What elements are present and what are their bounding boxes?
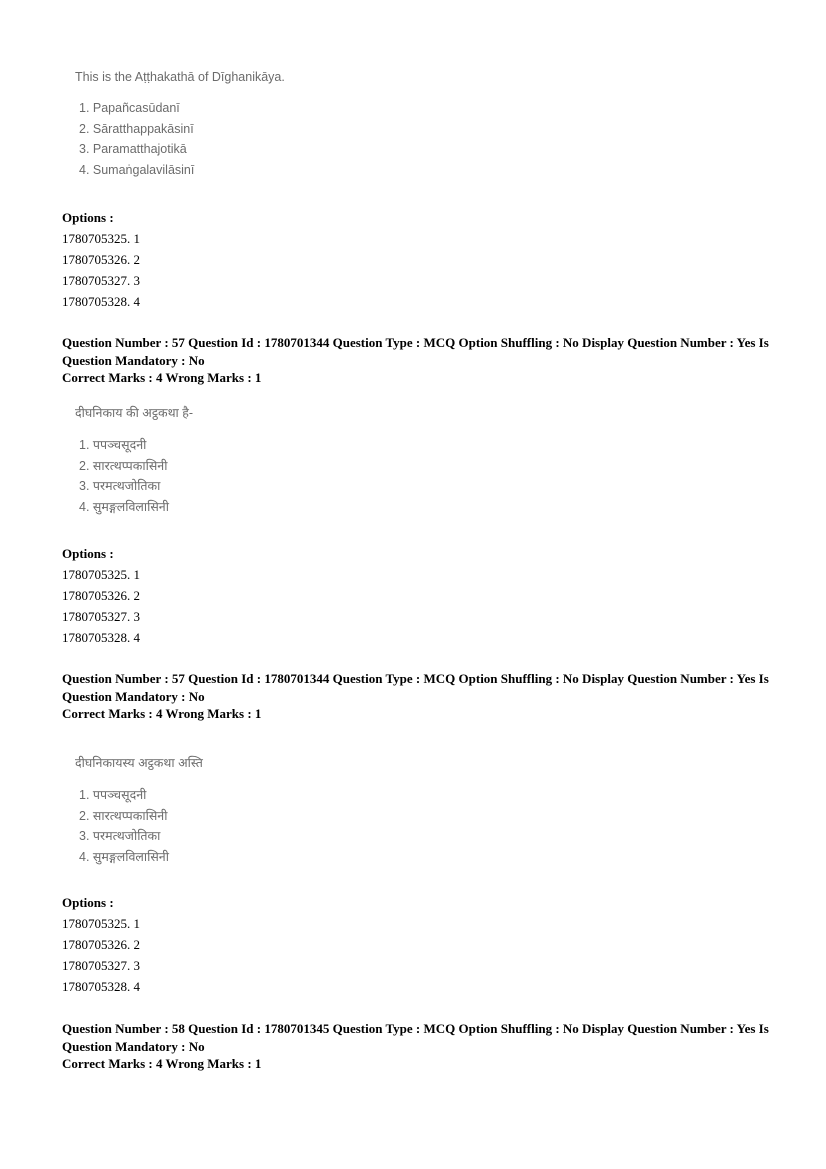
question-stem: दीघनिकाय की अट्ठकथा है- [75,406,194,420]
choice-list [75,435,193,517]
question-meta: Question Number : 57 Question Id : 1780701344 Question Type : MCQ Option Shuffling : No Display Question Number : Yes Is Question Mandatory : No [62,671,769,704]
choice-item: 4. सुमङ्गलविलासिनी [79,499,169,514]
question-header [62,1020,770,1073]
question-meta: Question Number : 58 Question Id : 1780701345 Question Type : MCQ Option Shuffling : No Display Question Number : Yes Is Question Mandatory : No [62,1021,769,1054]
question-stem: This is the Aṭṭhakathā of Dīghanikāya. [75,70,285,84]
options-block [62,893,140,997]
option-item: 1780705325. 1 [62,916,140,931]
option-item: 1780705325. 1 [62,231,140,246]
option-item: 1780705328. 4 [62,294,140,309]
choice-item: 2. सारत्थप्पकासिनी [79,458,168,473]
choice-item: 2. Sāratthappakāsinī [79,121,194,136]
marks-line: Correct Marks : 4 Wrong Marks : 1 [62,706,262,721]
choice-list [75,98,285,180]
marks-line: Correct Marks : 4 Wrong Marks : 1 [62,1056,262,1071]
marks-line: Correct Marks : 4 Wrong Marks : 1 [62,370,262,385]
option-item: 1780705328. 4 [62,630,140,645]
option-item: 1780705328. 4 [62,979,140,994]
choice-item: 3. परमत्थजोतिका [79,829,161,843]
question-image [75,70,285,180]
option-item: 1780705326. 2 [62,588,140,603]
choice-item: 3. Paramatthajotikā [79,142,187,156]
option-item: 1780705325. 1 [62,567,140,582]
question-meta: Question Number : 57 Question Id : 1780701344 Question Type : MCQ Option Shuffling : No Display Question Number : Yes Is Question Mandatory : No [62,335,769,368]
options-label: Options : [62,895,114,910]
options-block [62,208,140,312]
choice-item: 1. पपञ्चसूदनी [79,438,147,452]
option-item: 1780705327. 3 [62,958,140,973]
choice-item: 1. Papañcasūdanī [79,101,180,115]
options-label: Options : [62,546,114,561]
choice-list [75,785,203,867]
option-item: 1780705326. 2 [62,252,140,267]
option-item: 1780705327. 3 [62,273,140,288]
choice-item: 4. सुमङ्गलविलासिनी [79,849,169,864]
question-header [62,334,770,387]
question-header [62,670,770,723]
options-label: Options : [62,210,114,225]
question-stem: दीघनिकायस्य अट्ठकथा अस्ति [75,756,203,770]
question-image [75,754,203,867]
choice-item: 2. सारत्थप्पकासिनी [79,808,168,823]
option-item: 1780705327. 3 [62,609,140,624]
choice-item: 4. Sumaṅgalavilāsinī [79,162,195,177]
options-block [62,544,140,648]
option-item: 1780705326. 2 [62,937,140,952]
question-image [75,404,193,517]
choice-item: 1. पपञ्चसूदनी [79,788,147,802]
choice-item: 3. परमत्थजोतिका [79,479,161,493]
